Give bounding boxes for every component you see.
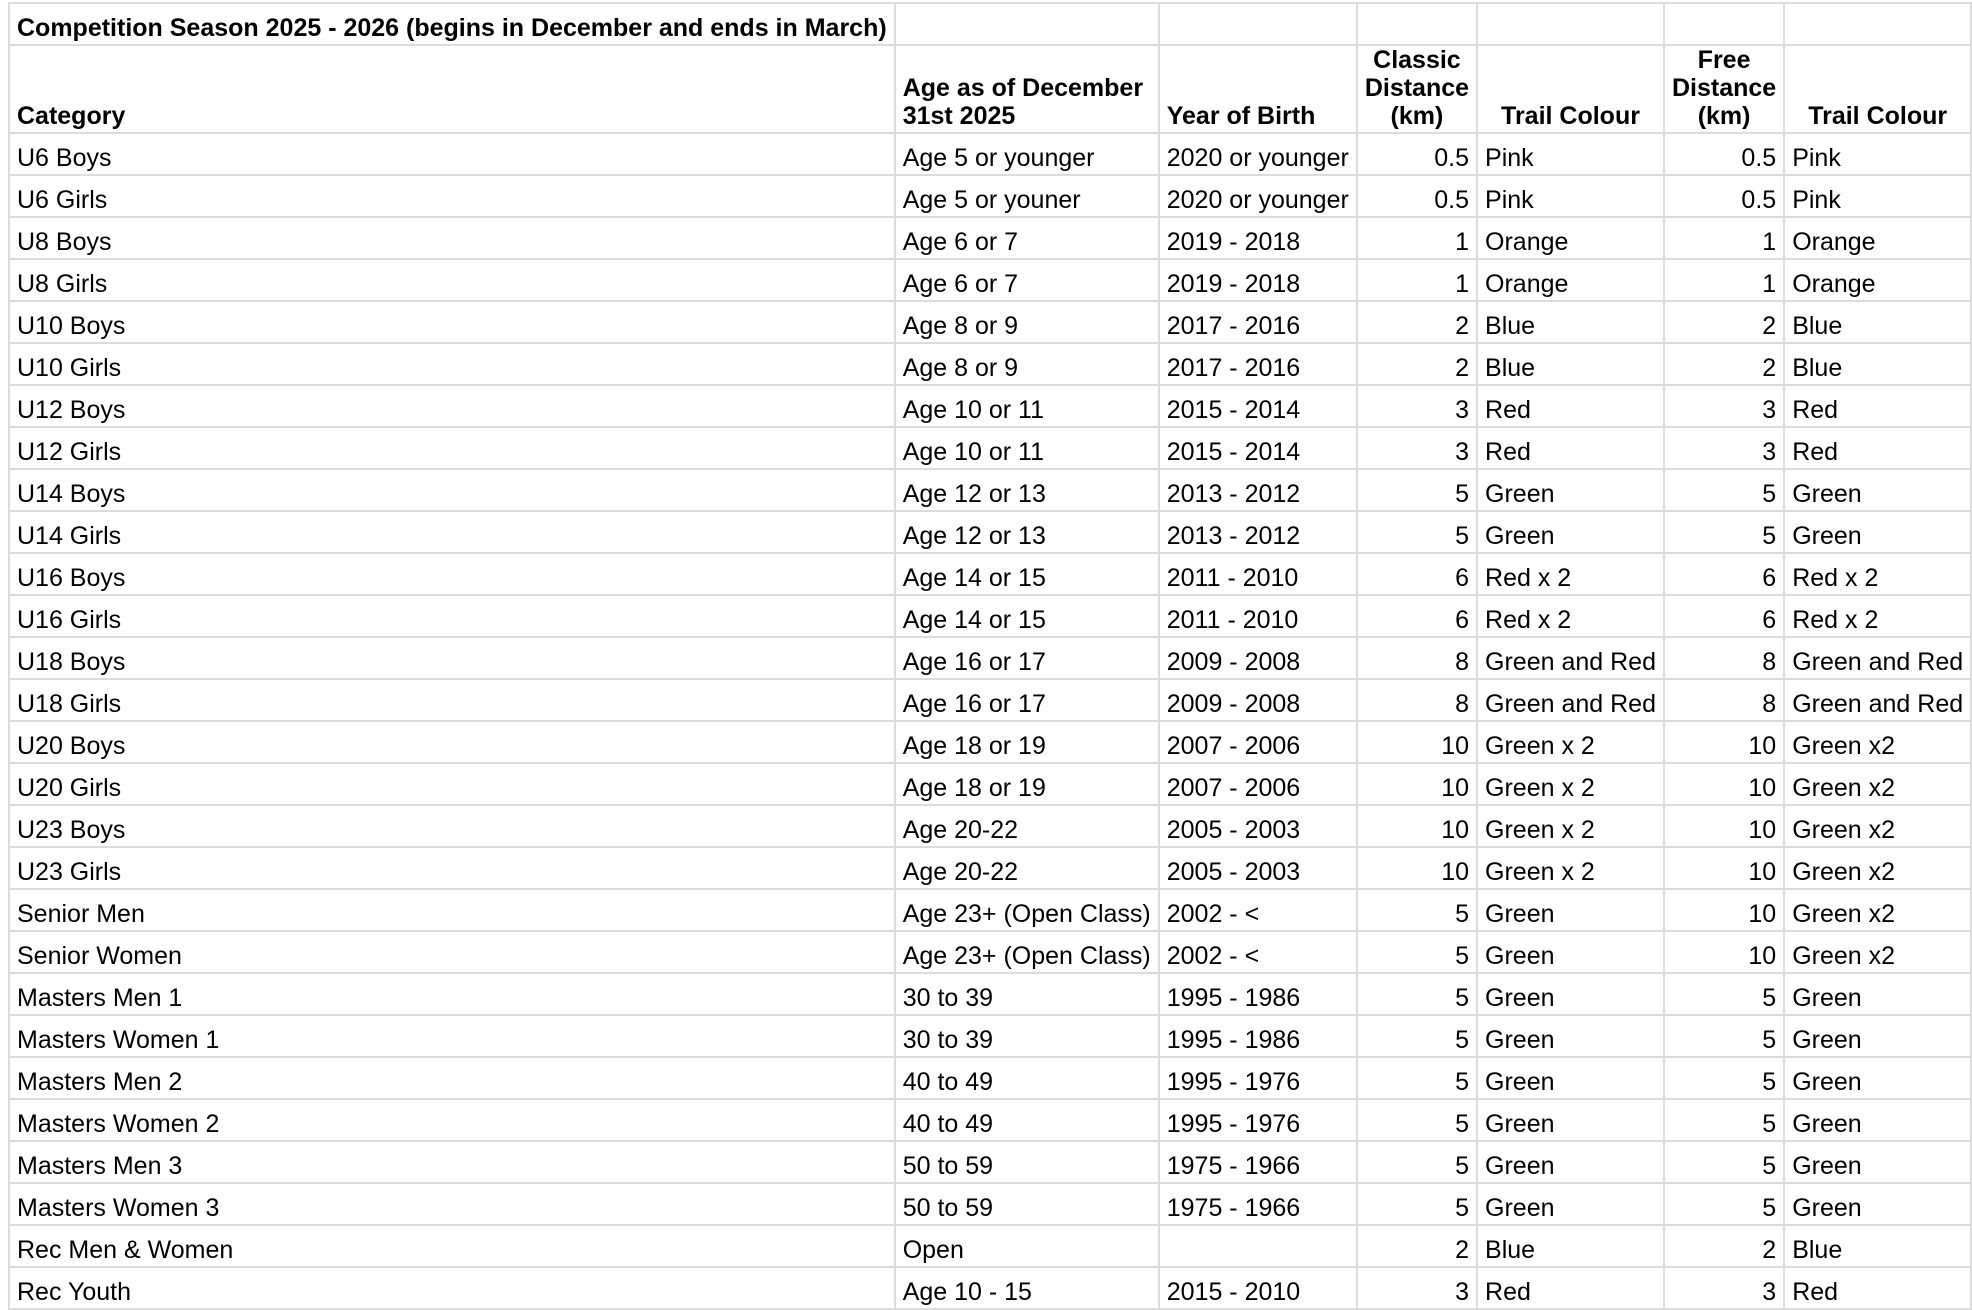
cell-classic-distance[interactable]: 8 xyxy=(1357,637,1477,679)
table-row xyxy=(9,637,1971,679)
cell-category[interactable]: U12 Boys xyxy=(9,385,895,427)
cell-free-trail-colour[interactable]: Green x2 xyxy=(1784,763,1971,805)
cell-classic-trail-colour[interactable]: Orange xyxy=(1477,217,1664,259)
cell-classic-trail-colour[interactable]: Green xyxy=(1477,1057,1664,1099)
cell-category[interactable]: Masters Men 3 xyxy=(9,1141,895,1183)
cell-category[interactable]: U12 Girls xyxy=(9,427,895,469)
cell-age[interactable]: Age 14 or 15 xyxy=(895,595,1159,637)
cell-age[interactable]: Age 8 or 9 xyxy=(895,301,1159,343)
cell-category[interactable]: U16 Girls xyxy=(9,595,895,637)
cell-classic-distance[interactable]: 10 xyxy=(1357,763,1477,805)
cell-classic-distance[interactable]: 3 xyxy=(1357,427,1477,469)
cell-free-distance[interactable]: 3 xyxy=(1664,1267,1784,1309)
cell-free-distance[interactable]: 2 xyxy=(1664,301,1784,343)
cell-age[interactable]: Age 8 or 9 xyxy=(895,343,1159,385)
table-row xyxy=(9,847,1971,889)
cell-category[interactable]: U6 Boys xyxy=(9,133,895,175)
cell-free-trail-colour[interactable]: Blue xyxy=(1784,1225,1971,1267)
cell-free-trail-colour[interactable]: Green xyxy=(1784,511,1971,553)
empty-cell[interactable] xyxy=(1357,3,1477,45)
title-row xyxy=(9,3,1971,45)
cell-free-trail-colour[interactable]: Red x 2 xyxy=(1784,553,1971,595)
cell-classic-distance[interactable]: 0.5 xyxy=(1357,175,1477,217)
cell-free-trail-colour[interactable]: Pink xyxy=(1784,133,1971,175)
cell-year-of-birth[interactable]: 2020 or younger xyxy=(1159,175,1357,217)
cell-age[interactable]: 30 to 39 xyxy=(895,973,1159,1015)
cell-category[interactable]: U18 Girls xyxy=(9,679,895,721)
cell-free-distance[interactable]: 5 xyxy=(1664,469,1784,511)
cell-free-distance[interactable]: 3 xyxy=(1664,385,1784,427)
cell-category[interactable]: Masters Women 3 xyxy=(9,1183,895,1225)
cell-category[interactable]: U6 Girls xyxy=(9,175,895,217)
table-row xyxy=(9,469,1971,511)
empty-cell[interactable] xyxy=(1159,3,1357,45)
cell-year-of-birth[interactable]: 2015 - 2014 xyxy=(1159,385,1357,427)
empty-cell[interactable] xyxy=(1784,3,1971,45)
cell-classic-trail-colour[interactable]: Red x 2 xyxy=(1477,553,1664,595)
cell-classic-trail-colour[interactable]: Red xyxy=(1477,385,1664,427)
cell-classic-trail-colour[interactable]: Pink xyxy=(1477,175,1664,217)
table-row xyxy=(9,889,1971,931)
cell-category[interactable]: Masters Men 1 xyxy=(9,973,895,1015)
cell-classic-trail-colour[interactable]: Pink xyxy=(1477,133,1664,175)
cell-free-distance[interactable]: 5 xyxy=(1664,1099,1784,1141)
header-free-trail-colour[interactable]: Trail Colour xyxy=(1784,45,1971,133)
cell-age[interactable]: Age 20-22 xyxy=(895,847,1159,889)
cell-classic-trail-colour[interactable]: Blue xyxy=(1477,301,1664,343)
cell-classic-trail-colour[interactable]: Green xyxy=(1477,1015,1664,1057)
cell-age[interactable]: Age 18 or 19 xyxy=(895,721,1159,763)
cell-classic-distance[interactable]: 6 xyxy=(1357,553,1477,595)
cell-classic-trail-colour[interactable]: Green xyxy=(1477,889,1664,931)
cell-classic-trail-colour[interactable]: Red xyxy=(1477,1267,1664,1309)
cell-free-trail-colour[interactable]: Green and Red xyxy=(1784,637,1971,679)
cell-year-of-birth[interactable]: 2005 - 2003 xyxy=(1159,847,1357,889)
header-row xyxy=(9,45,1971,133)
cell-free-distance[interactable]: 5 xyxy=(1664,511,1784,553)
cell-age[interactable]: Open xyxy=(895,1225,1159,1267)
table-row xyxy=(9,763,1971,805)
table-row xyxy=(9,1183,1971,1225)
cell-free-distance[interactable]: 10 xyxy=(1664,889,1784,931)
cell-free-distance[interactable]: 10 xyxy=(1664,721,1784,763)
cell-category[interactable]: U16 Boys xyxy=(9,553,895,595)
empty-cell[interactable] xyxy=(895,3,1159,45)
cell-free-distance[interactable]: 6 xyxy=(1664,553,1784,595)
cell-free-trail-colour[interactable]: Orange xyxy=(1784,217,1971,259)
cell-year-of-birth[interactable]: 2007 - 2006 xyxy=(1159,763,1357,805)
cell-free-distance[interactable]: 10 xyxy=(1664,805,1784,847)
cell-free-trail-colour[interactable]: Green xyxy=(1784,1057,1971,1099)
table-row xyxy=(9,1225,1971,1267)
cell-year-of-birth[interactable]: 2019 - 2018 xyxy=(1159,259,1357,301)
cell-year-of-birth[interactable]: 2013 - 2012 xyxy=(1159,469,1357,511)
cell-classic-trail-colour[interactable]: Blue xyxy=(1477,343,1664,385)
cell-classic-trail-colour[interactable]: Blue xyxy=(1477,1225,1664,1267)
cell-age[interactable]: 40 to 49 xyxy=(895,1099,1159,1141)
table-row xyxy=(9,259,1971,301)
cell-year-of-birth[interactable]: 2015 - 2014 xyxy=(1159,427,1357,469)
cell-classic-trail-colour[interactable]: Green and Red xyxy=(1477,679,1664,721)
cell-free-distance[interactable]: 10 xyxy=(1664,931,1784,973)
cell-free-trail-colour[interactable]: Red xyxy=(1784,1267,1971,1309)
cell-age[interactable]: Age 6 or 7 xyxy=(895,217,1159,259)
cell-year-of-birth[interactable]: 1975 - 1966 xyxy=(1159,1141,1357,1183)
cell-classic-trail-colour[interactable]: Green x 2 xyxy=(1477,847,1664,889)
cell-year-of-birth[interactable]: 2009 - 2008 xyxy=(1159,637,1357,679)
cell-category[interactable]: U14 Girls xyxy=(9,511,895,553)
cell-free-trail-colour[interactable]: Green and Red xyxy=(1784,679,1971,721)
cell-category[interactable]: U20 Girls xyxy=(9,763,895,805)
cell-free-distance[interactable]: 1 xyxy=(1664,217,1784,259)
cell-age[interactable]: Age 5 or younger xyxy=(895,133,1159,175)
cell-category[interactable]: U20 Boys xyxy=(9,721,895,763)
cell-free-distance[interactable]: 5 xyxy=(1664,1015,1784,1057)
cell-classic-distance[interactable]: 2 xyxy=(1357,301,1477,343)
table-row xyxy=(9,175,1971,217)
cell-classic-trail-colour[interactable]: Orange xyxy=(1477,259,1664,301)
cell-category[interactable]: U8 Girls xyxy=(9,259,895,301)
cell-year-of-birth[interactable] xyxy=(1159,1225,1357,1267)
cell-year-of-birth[interactable]: 2011 - 2010 xyxy=(1159,595,1357,637)
cell-category[interactable]: Senior Women xyxy=(9,931,895,973)
cell-category[interactable]: U10 Boys xyxy=(9,301,895,343)
cell-free-distance[interactable]: 1 xyxy=(1664,259,1784,301)
table-row xyxy=(9,427,1971,469)
cell-classic-distance[interactable]: 10 xyxy=(1357,805,1477,847)
cell-year-of-birth[interactable]: 2017 - 2016 xyxy=(1159,301,1357,343)
competition-table xyxy=(8,2,1972,1310)
cell-age[interactable]: 50 to 59 xyxy=(895,1141,1159,1183)
cell-year-of-birth[interactable]: 2007 - 2006 xyxy=(1159,721,1357,763)
cell-age[interactable]: Age 10 - 15 xyxy=(895,1267,1159,1309)
cell-classic-distance[interactable]: 5 xyxy=(1357,889,1477,931)
header-classic-trail-colour[interactable]: Trail Colour xyxy=(1477,45,1664,133)
cell-classic-distance[interactable]: 5 xyxy=(1357,1057,1477,1099)
table-row xyxy=(9,511,1971,553)
cell-free-trail-colour[interactable]: Pink xyxy=(1784,175,1971,217)
table-row xyxy=(9,721,1971,763)
cell-classic-trail-colour[interactable]: Green x 2 xyxy=(1477,805,1664,847)
cell-free-trail-colour[interactable]: Green xyxy=(1784,1015,1971,1057)
cell-free-trail-colour[interactable]: Red xyxy=(1784,427,1971,469)
table-row xyxy=(9,301,1971,343)
table-row xyxy=(9,343,1971,385)
sheet-title[interactable]: Competition Season 2025 - 2026 (begins in December and ends in March) xyxy=(9,3,895,45)
cell-free-distance[interactable]: 0.5 xyxy=(1664,175,1784,217)
cell-classic-distance[interactable]: 5 xyxy=(1357,1183,1477,1225)
cell-classic-distance[interactable]: 5 xyxy=(1357,931,1477,973)
cell-classic-distance[interactable]: 10 xyxy=(1357,847,1477,889)
cell-category[interactable]: U14 Boys xyxy=(9,469,895,511)
cell-year-of-birth[interactable]: 2005 - 2003 xyxy=(1159,805,1357,847)
cell-free-trail-colour[interactable]: Orange xyxy=(1784,259,1971,301)
table-row xyxy=(9,133,1971,175)
table-row xyxy=(9,1015,1971,1057)
cell-free-trail-colour[interactable]: Green x2 xyxy=(1784,721,1971,763)
cell-category[interactable]: U23 Boys xyxy=(9,805,895,847)
cell-classic-trail-colour[interactable]: Green xyxy=(1477,511,1664,553)
cell-free-trail-colour[interactable]: Blue xyxy=(1784,343,1971,385)
cell-classic-distance[interactable]: 5 xyxy=(1357,469,1477,511)
cell-category[interactable]: Rec Men & Women xyxy=(9,1225,895,1267)
cell-free-trail-colour[interactable]: Green xyxy=(1784,973,1971,1015)
cell-age[interactable]: Age 12 or 13 xyxy=(895,511,1159,553)
header-year-of-birth[interactable]: Year of Birth xyxy=(1159,45,1357,133)
header-category[interactable]: Category xyxy=(9,45,895,133)
cell-classic-distance[interactable]: 8 xyxy=(1357,679,1477,721)
cell-free-trail-colour[interactable]: Green x2 xyxy=(1784,931,1971,973)
cell-category[interactable]: Masters Women 2 xyxy=(9,1099,895,1141)
table-row xyxy=(9,217,1971,259)
cell-classic-trail-colour[interactable]: Green and Red xyxy=(1477,637,1664,679)
cell-year-of-birth[interactable]: 2019 - 2018 xyxy=(1159,217,1357,259)
cell-free-distance[interactable]: 5 xyxy=(1664,1141,1784,1183)
cell-free-trail-colour[interactable]: Green x2 xyxy=(1784,805,1971,847)
cell-classic-distance[interactable]: 5 xyxy=(1357,1141,1477,1183)
cell-free-distance[interactable]: 2 xyxy=(1664,343,1784,385)
cell-classic-trail-colour[interactable]: Green x 2 xyxy=(1477,763,1664,805)
cell-free-distance[interactable]: 8 xyxy=(1664,679,1784,721)
empty-cell[interactable] xyxy=(1664,3,1784,45)
cell-classic-trail-colour[interactable]: Green xyxy=(1477,1183,1664,1225)
cell-category[interactable]: Masters Men 2 xyxy=(9,1057,895,1099)
cell-classic-trail-colour[interactable]: Red x 2 xyxy=(1477,595,1664,637)
cell-age[interactable]: Age 14 or 15 xyxy=(895,553,1159,595)
cell-age[interactable]: 50 to 59 xyxy=(895,1183,1159,1225)
header-age[interactable]: Age as of December 31st 2025 xyxy=(895,45,1159,133)
cell-age[interactable]: 30 to 39 xyxy=(895,1015,1159,1057)
cell-year-of-birth[interactable]: 2017 - 2016 xyxy=(1159,343,1357,385)
cell-free-trail-colour[interactable]: Green xyxy=(1784,1141,1971,1183)
cell-classic-distance[interactable]: 3 xyxy=(1357,1267,1477,1309)
cell-free-trail-colour[interactable]: Red xyxy=(1784,385,1971,427)
cell-free-distance[interactable]: 2 xyxy=(1664,1225,1784,1267)
cell-category[interactable]: Senior Men xyxy=(9,889,895,931)
cell-year-of-birth[interactable]: 2002 - < xyxy=(1159,889,1357,931)
cell-free-trail-colour[interactable]: Blue xyxy=(1784,301,1971,343)
cell-age[interactable]: Age 12 or 13 xyxy=(895,469,1159,511)
cell-year-of-birth[interactable]: 2002 - < xyxy=(1159,931,1357,973)
cell-year-of-birth[interactable]: 1995 - 1986 xyxy=(1159,1015,1357,1057)
cell-free-trail-colour[interactable]: Green xyxy=(1784,1183,1971,1225)
cell-year-of-birth[interactable]: 2011 - 2010 xyxy=(1159,553,1357,595)
cell-classic-distance[interactable]: 10 xyxy=(1357,721,1477,763)
cell-age[interactable]: Age 5 or youner xyxy=(895,175,1159,217)
cell-free-distance[interactable]: 8 xyxy=(1664,637,1784,679)
cell-category[interactable]: U23 Girls xyxy=(9,847,895,889)
cell-classic-distance[interactable]: 1 xyxy=(1357,259,1477,301)
cell-age[interactable]: Age 10 or 11 xyxy=(895,385,1159,427)
cell-free-distance[interactable]: 0.5 xyxy=(1664,133,1784,175)
cell-category[interactable]: Rec Youth xyxy=(9,1267,895,1309)
cell-classic-distance[interactable]: 5 xyxy=(1357,511,1477,553)
cell-classic-trail-colour[interactable]: Green x 2 xyxy=(1477,721,1664,763)
cell-age[interactable]: Age 23+ (Open Class) xyxy=(895,931,1159,973)
cell-age[interactable]: Age 10 or 11 xyxy=(895,427,1159,469)
cell-classic-trail-colour[interactable]: Red xyxy=(1477,427,1664,469)
cell-free-distance[interactable]: 6 xyxy=(1664,595,1784,637)
cell-category[interactable]: U10 Girls xyxy=(9,343,895,385)
cell-free-distance[interactable]: 10 xyxy=(1664,763,1784,805)
cell-year-of-birth[interactable]: 2013 - 2012 xyxy=(1159,511,1357,553)
cell-category[interactable]: U8 Boys xyxy=(9,217,895,259)
cell-classic-distance[interactable]: 3 xyxy=(1357,385,1477,427)
cell-classic-distance[interactable]: 2 xyxy=(1357,343,1477,385)
cell-classic-distance[interactable]: 6 xyxy=(1357,595,1477,637)
cell-free-trail-colour[interactable]: Green x2 xyxy=(1784,847,1971,889)
cell-year-of-birth[interactable]: 2020 or younger xyxy=(1159,133,1357,175)
cell-classic-trail-colour[interactable]: Green xyxy=(1477,931,1664,973)
cell-free-distance[interactable]: 3 xyxy=(1664,427,1784,469)
cell-year-of-birth[interactable]: 1995 - 1976 xyxy=(1159,1099,1357,1141)
cell-category[interactable]: U18 Boys xyxy=(9,637,895,679)
cell-classic-distance[interactable]: 0.5 xyxy=(1357,133,1477,175)
table-row xyxy=(9,1267,1971,1309)
cell-age[interactable]: Age 16 or 17 xyxy=(895,637,1159,679)
cell-classic-trail-colour[interactable]: Green xyxy=(1477,973,1664,1015)
table-row xyxy=(9,385,1971,427)
table-row xyxy=(9,973,1971,1015)
cell-classic-distance[interactable]: 2 xyxy=(1357,1225,1477,1267)
cell-free-trail-colour[interactable]: Green xyxy=(1784,469,1971,511)
cell-classic-trail-colour[interactable]: Green xyxy=(1477,469,1664,511)
table-row xyxy=(9,1141,1971,1183)
table-row xyxy=(9,1057,1971,1099)
cell-year-of-birth[interactable]: 2009 - 2008 xyxy=(1159,679,1357,721)
cell-age[interactable]: Age 16 or 17 xyxy=(895,679,1159,721)
table-row xyxy=(9,679,1971,721)
table-row xyxy=(9,805,1971,847)
cell-age[interactable]: Age 6 or 7 xyxy=(895,259,1159,301)
cell-free-trail-colour[interactable]: Green x2 xyxy=(1784,889,1971,931)
cell-classic-distance[interactable]: 1 xyxy=(1357,217,1477,259)
cell-classic-distance[interactable]: 5 xyxy=(1357,973,1477,1015)
cell-free-trail-colour[interactable]: Red x 2 xyxy=(1784,595,1971,637)
cell-age[interactable]: Age 23+ (Open Class) xyxy=(895,889,1159,931)
cell-free-trail-colour[interactable]: Green xyxy=(1784,1099,1971,1141)
table-row xyxy=(9,931,1971,973)
cell-category[interactable]: Masters Women 1 xyxy=(9,1015,895,1057)
cell-age[interactable]: Age 18 or 19 xyxy=(895,763,1159,805)
cell-classic-distance[interactable]: 5 xyxy=(1357,1015,1477,1057)
cell-free-distance[interactable]: 10 xyxy=(1664,847,1784,889)
cell-age[interactable]: 40 to 49 xyxy=(895,1057,1159,1099)
cell-year-of-birth[interactable]: 1975 - 1966 xyxy=(1159,1183,1357,1225)
cell-year-of-birth[interactable]: 1995 - 1976 xyxy=(1159,1057,1357,1099)
empty-cell[interactable] xyxy=(1477,3,1664,45)
cell-free-distance[interactable]: 5 xyxy=(1664,1183,1784,1225)
header-free-distance[interactable]: Free Distance (km) xyxy=(1664,45,1784,133)
cell-classic-trail-colour[interactable]: Green xyxy=(1477,1141,1664,1183)
cell-year-of-birth[interactable]: 1995 - 1986 xyxy=(1159,973,1357,1015)
table-row xyxy=(9,553,1971,595)
cell-free-distance[interactable]: 5 xyxy=(1664,973,1784,1015)
cell-classic-distance[interactable]: 5 xyxy=(1357,1099,1477,1141)
cell-age[interactable]: Age 20-22 xyxy=(895,805,1159,847)
table-row xyxy=(9,595,1971,637)
cell-year-of-birth[interactable]: 2015 - 2010 xyxy=(1159,1267,1357,1309)
header-classic-distance[interactable]: Classic Distance (km) xyxy=(1357,45,1477,133)
cell-free-distance[interactable]: 5 xyxy=(1664,1057,1784,1099)
table-row xyxy=(9,1099,1971,1141)
cell-classic-trail-colour[interactable]: Green xyxy=(1477,1099,1664,1141)
